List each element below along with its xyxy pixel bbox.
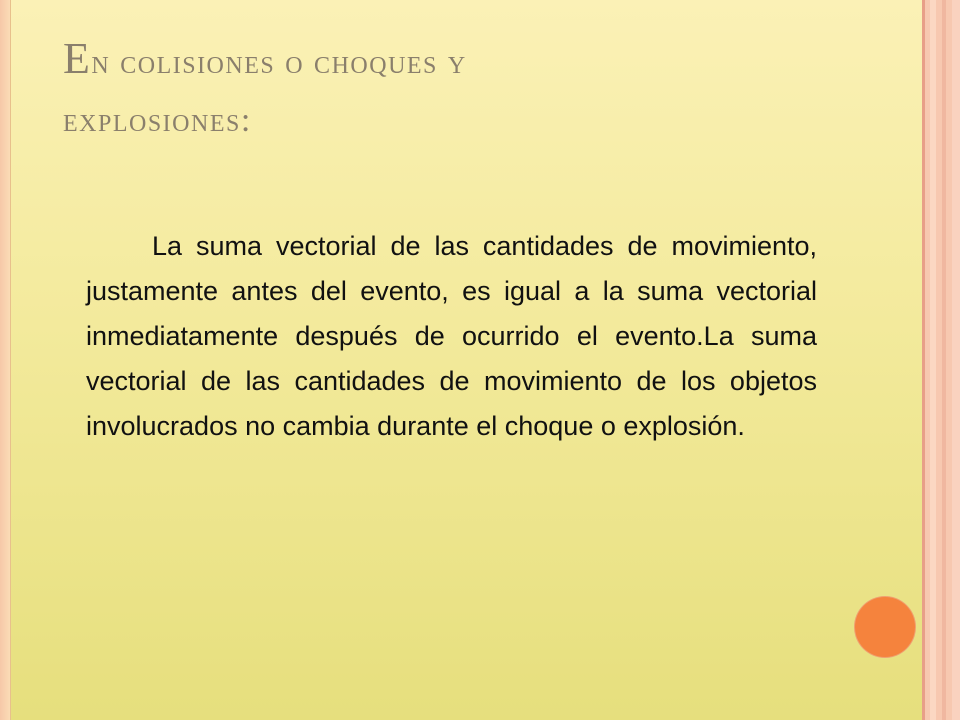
border-stripe [952,0,960,720]
slide-title [63,30,863,150]
border-stripe [922,0,925,720]
body-paragraph: La suma vectorial de las cantidades de movimiento, justamente antes del evento, es igual a la suma vectorial inmediatamente después de ocurrido el evento.La suma vectorial de las cantidades de movimiento de los objetos involucrados no cambia durante el choque o explosión. [86,231,817,441]
border-stripe [942,0,946,720]
border-stripe [930,0,936,720]
right-decorative-border [922,0,960,720]
title-line-2: explosiones: [63,102,252,139]
title-first-letter: E [63,34,92,83]
left-decorative-strip [0,0,10,720]
title-line-1: n colisiones o choques y [91,44,467,81]
decorative-circle [855,597,915,657]
